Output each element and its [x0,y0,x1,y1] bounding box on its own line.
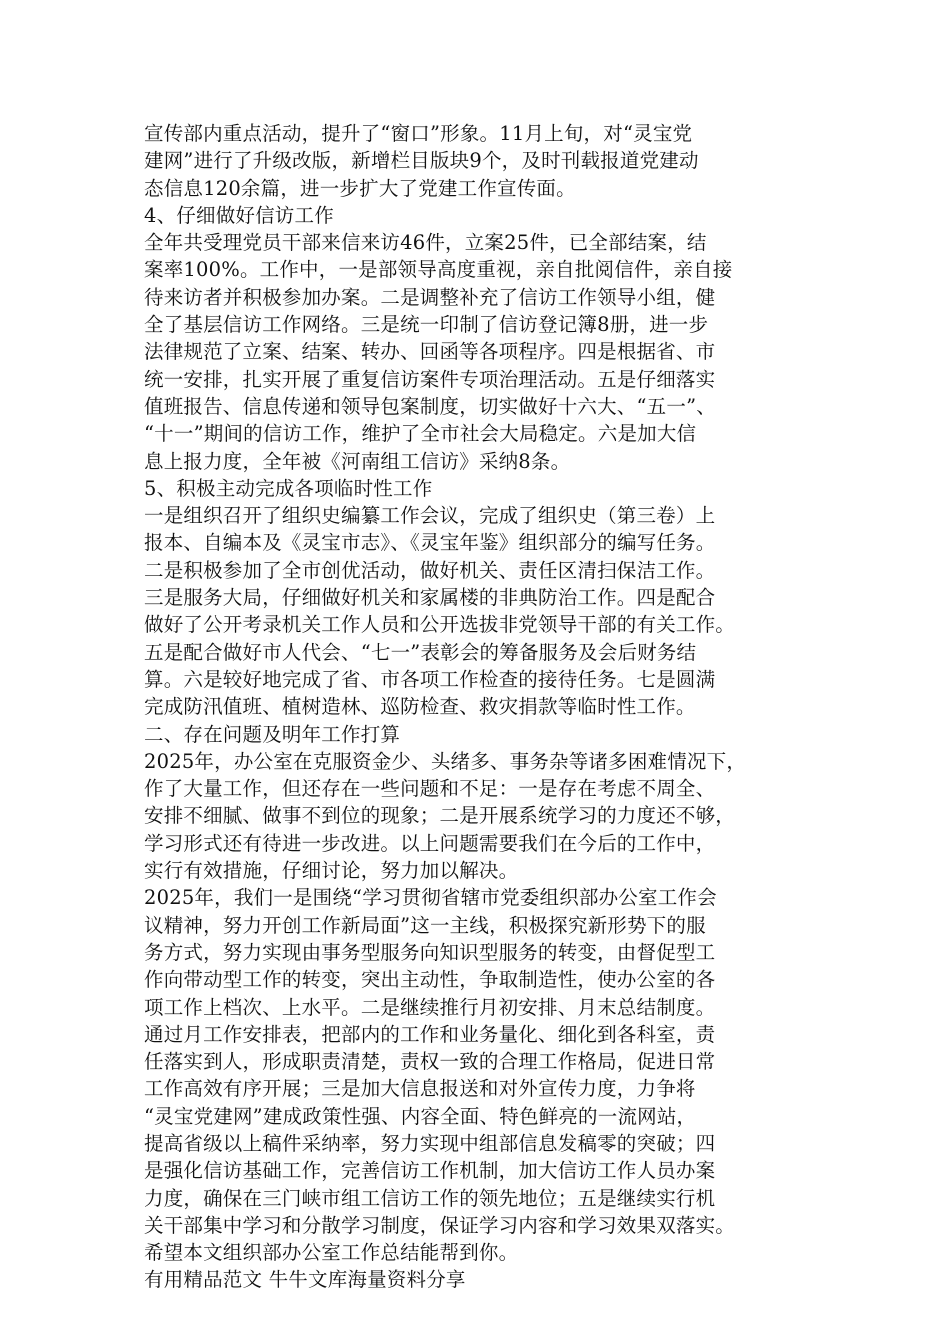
text-line: 实行有效措施，仔细讨论，努力加以解决。 [144,859,519,883]
text-line: 待来访者并积极参加办案。二是调整补充了信访工作领导小组，健 [144,285,716,309]
text-line: 议精神，努力开创工作新局面”这一主线，积极探究新形势下的服 [144,913,706,937]
text-line: 务方式，努力实现由事务型服务向知识型服务的转变，由督促型工 [144,940,716,964]
text-line: 三是服务大局，仔细做好机关和家属楼的非典防治工作。四是配合 [144,586,716,610]
text-line: 报本、自编本及《灵宝市志》、《灵宝年鉴》组织部分的编写任务。 [144,531,716,555]
text-line: 2025年，我们一是围绕“学习贯彻省辖市党委组织部办公室工作会 [144,886,717,910]
text-line: 做好了公开考录机关工作人员和公开选拔非党领导干部的有关工作。 [144,613,736,637]
text-line: 通过月工作安排表，把部内的工作和业务量化、细化到各科室，责 [144,1022,716,1046]
text-line: 法律规范了立案、结案、转办、回函等各项程序。四是根据省、市 [144,340,716,364]
text-line: 希望本文组织部办公室工作总结能帮到你。 [144,1241,519,1265]
text-line: 建网”进行了升级改版，新增栏目版块9个，及时刊载报道党建动 [144,149,699,173]
text-line: 统一安排，扎实开展了重复信访案件专项治理活动。五是仔细落实 [144,367,716,391]
text-line: 是强化信访基础工作，完善信访工作机制，加大信访工作人员办案 [144,1159,716,1183]
text-line: 全年共受理党员干部来信来访46件，立案25件，已全部结案，结 [144,231,707,255]
section-heading: 二、存在问题及明年工作打算 [144,722,401,746]
text-line: 二是积极参加了全市创优活动，做好机关、责任区清扫保洁工作。 [144,558,716,582]
text-line: 2025年，办公室在克服资金少、头绪多、事务杂等诸多困难情况下， [144,749,747,773]
text-line: 五是配合做好市人代会、“七一”表彰会的筹备服务及会后财务结 [144,640,697,664]
text-line: 宣传部内重点活动，提升了“窗口”形象。11月上旬，对“灵宝党 [144,122,693,145]
text-line: 力度，确保在三门峡市组工信访工作的领先地位；五是继续实行机 [144,1186,716,1210]
text-line: 全了基层信访工作网络。三是统一印制了信访登记簿8册，进一步 [144,313,709,337]
text-line: “灵宝党建网”建成政策性强、内容全面、特色鲜亮的一流网站， [144,1104,697,1128]
section-heading: 5、积极主动完成各项临时性工作 [144,476,433,500]
text-line: 提高省级以上稿件采纳率，努力实现中组部信息发稿零的突破；四 [144,1131,716,1155]
text-line: 完成防汛值班、植树造林、巡防检查、救灾捐款等临时性工作。 [144,695,696,719]
text-line: 作向带动型工作的转变，突出主动性，争取制造性，使办公室的各 [144,968,716,992]
text-line: 息上报力度，全年被《河南组工信访》采纳8条。 [144,449,571,473]
text-line: 值班报告、信息传递和领导包案制度，切实做好十六大、“五一”、 [144,394,716,418]
text-line: 工作高效有序开展；三是加大信息报送和对外宣传力度，力争将 [144,1077,696,1101]
text-line: 算。六是较好地完成了省、市各项工作检查的接待任务。七是圆满 [144,667,716,691]
text-line: 任落实到人，形成职责清楚，责权一致的合理工作格局，促进日常 [144,1050,716,1074]
text-line: 一是组织召开了组织史编纂工作会议，完成了组织史（第三卷）上 [144,504,716,528]
footer-line: 有用精品范文 牛牛文库海量资料分享 [144,1268,466,1292]
text-line: 关干部集中学习和分散学习制度，保证学习内容和学习效果双落实。 [144,1213,736,1237]
section-heading: 4、仔细做好信访工作 [144,203,334,227]
document-body [144,120,814,1294]
text-line: 态信息120余篇，进一步扩大了党建工作宣传面。 [144,176,576,200]
text-line: 安排不细腻、做事不到位的现象；二是开展系统学习的力度还不够， [144,804,736,828]
text-line: 作了大量工作，但还存在一些问题和不足：一是存在考虑不周全、 [144,777,716,801]
text-line: 学习形式还有待进一步改进。以上问题需要我们在今后的工作中， [144,831,716,855]
text-line: 项工作上档次、上水平。二是继续推行月初安排、月末总结制度。 [144,995,716,1019]
text-line: 案率100%。工作中，一是部领导高度重视，亲自批阅信件，亲自接 [144,258,733,282]
text-line: “十一”期间的信访工作，维护了全市社会大局稳定。六是加大信 [144,422,697,446]
